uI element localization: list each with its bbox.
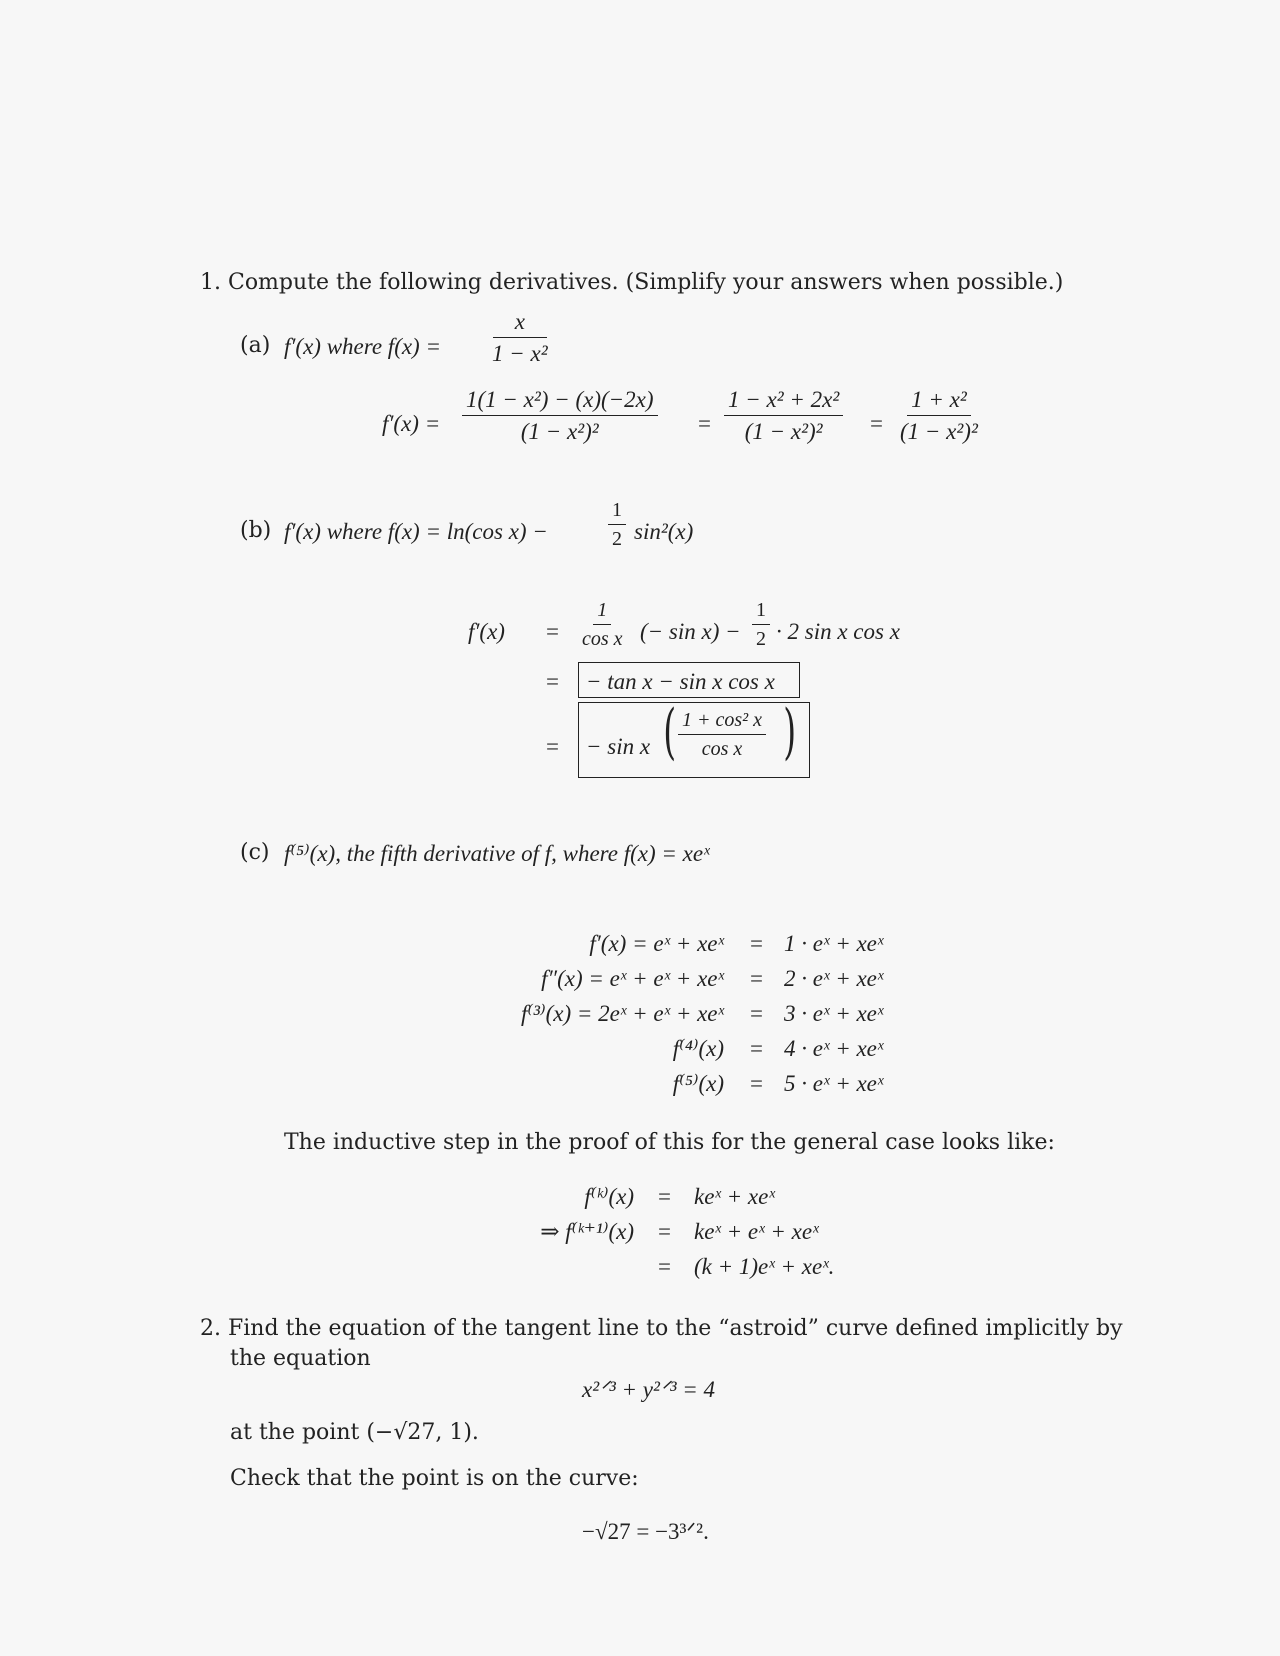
q1a-prompt-lhs: f′(x) where f(x) = [284, 334, 441, 359]
q1a-label: (a) [240, 333, 271, 358]
q1b-left-paren: ( [663, 697, 677, 767]
q1a-step3 [896, 388, 982, 443]
q1c-prompt: f⁽⁵⁾(x), the fifth derivative of f, where f(x) = xeˣ [284, 841, 710, 866]
q1c-ind1-eq: = [658, 1184, 671, 1209]
q1b-prompt-half-den: 2 [612, 528, 622, 550]
q1c-row3-eq: = [750, 1001, 763, 1026]
q1a-prompt-fraction [488, 310, 552, 365]
q1b-line1-rhs: · 2 sin x cos x [776, 619, 900, 644]
q1c-ind2-rhs: keˣ + eˣ + xeˣ [694, 1219, 819, 1244]
q1c-inductive-text: The inductive step in the proof of this for the general case looks like: [284, 1130, 1055, 1155]
q1a-step1-num: 1(1 − x²) − (x)(−2x) [462, 388, 658, 416]
q1c-ind2-eq: = [658, 1219, 671, 1244]
q1b-prompt-half-num: 1 [608, 500, 626, 525]
q2-equation: x²ᐟ³ + y²ᐟ³ = 4 [582, 1377, 716, 1402]
q1a-step1 [462, 388, 658, 443]
q1b-line1-half-num: 1 [752, 600, 770, 625]
q1b-prompt-rhs: sin²(x) [634, 519, 694, 544]
q1c-ind3-eq: = [658, 1254, 671, 1279]
q1c-row1-eq: = [750, 931, 763, 956]
q1c-row5-lhs: f⁽⁵⁾(x) [672, 1071, 724, 1096]
q1a-step3-den: (1 − x²)² [900, 419, 978, 444]
q1b-line3-den: cos x [701, 738, 743, 760]
q2-heading-line1: 2. Find the equation of the tangent line to the “astroid” curve defined implicitly by [200, 1316, 1123, 1341]
q1c-row5-rhs: 5 · eˣ + xeˣ [784, 1071, 884, 1096]
q1a-eq2: = [870, 411, 883, 436]
q1b-prompt-half [608, 500, 626, 549]
q1c-label: (c) [240, 840, 270, 865]
q1b-line3-num: 1 + cos² x [678, 710, 766, 735]
q1c-row4-rhs: 4 · eˣ + xeˣ [784, 1036, 884, 1061]
q1a-prompt-den: 1 − x² [492, 341, 548, 366]
q1c-row2-rhs: 2 · eˣ + xeˣ [784, 966, 884, 991]
q1c-ind1-rhs: keˣ + xeˣ [694, 1184, 775, 1209]
q1a-step3-num: 1 + x² [907, 388, 971, 416]
q1c-row4-lhs: f⁽⁴⁾(x) [672, 1036, 724, 1061]
q1c-ind2-lhs: ⇒ f⁽ᵏ⁺¹⁾(x) [540, 1219, 634, 1244]
q1c-ind3-rhs: (k + 1)eˣ + xeˣ. [694, 1254, 835, 1279]
q1b-line1-half [752, 600, 770, 649]
q1a-step2 [724, 388, 843, 443]
q1c-row1-rhs: 1 · eˣ + xeˣ [784, 931, 884, 956]
q2-heading-line2: the equation [230, 1346, 371, 1371]
q1b-eq3: = [546, 734, 559, 759]
q1c-row2-eq: = [750, 966, 763, 991]
q1b-line3-frac [678, 710, 766, 759]
q1b-line2: − tan x − sin x cos x [586, 669, 775, 694]
q1b-label: (b) [240, 518, 272, 543]
q1c-row4-eq: = [750, 1036, 763, 1061]
q1a-step1-den: (1 − x²)² [520, 419, 599, 444]
q1b-line3-lhs: − sin x [586, 734, 651, 759]
q1b-right-paren: ) [783, 697, 797, 767]
q1a-lhs: f′(x) = [382, 411, 441, 436]
q2-check-text: Check that the point is on the curve: [230, 1466, 639, 1491]
q1b-prompt-lhs: f′(x) where f(x) = ln(cos x) − [284, 519, 548, 544]
q1b-eq1: = [546, 619, 559, 644]
q1b-line1-frac [578, 600, 627, 649]
q1b-lhs: f′(x) [468, 619, 505, 644]
q1c-row3-lhs: f⁽³⁾(x) = 2eˣ + eˣ + xeˣ [521, 1001, 724, 1026]
q1b-line1-den: cos x [582, 628, 623, 650]
q1c-row5-eq: = [750, 1071, 763, 1096]
q1b-line1-half-den: 2 [756, 628, 766, 650]
q1a-prompt-num: x [493, 310, 547, 338]
q1a-step2-den: (1 − x²)² [744, 419, 823, 444]
q1a-eq1: = [698, 411, 711, 436]
q1b-line1-num: 1 [593, 600, 611, 625]
q2-check-equation: −√27 = −3³ᐟ². [582, 1519, 709, 1544]
q1c-row1-lhs: f′(x) = eˣ + xeˣ [589, 931, 724, 956]
q1b-line1-mid: (− sin x) − [640, 619, 741, 644]
q1c-ind1-lhs: f⁽ᵏ⁾(x) [584, 1184, 634, 1209]
q1b-eq2: = [546, 669, 559, 694]
q1c-row3-rhs: 3 · eˣ + xeˣ [784, 1001, 884, 1026]
q1a-step2-num: 1 − x² + 2x² [724, 388, 843, 416]
q1c-row2-lhs: f″(x) = eˣ + eˣ + xeˣ [541, 966, 724, 991]
q2-point-text: at the point (−√27, 1). [230, 1420, 479, 1445]
q1-heading: 1. Compute the following derivatives. (Simplify your answers when possible.) [200, 270, 1064, 295]
